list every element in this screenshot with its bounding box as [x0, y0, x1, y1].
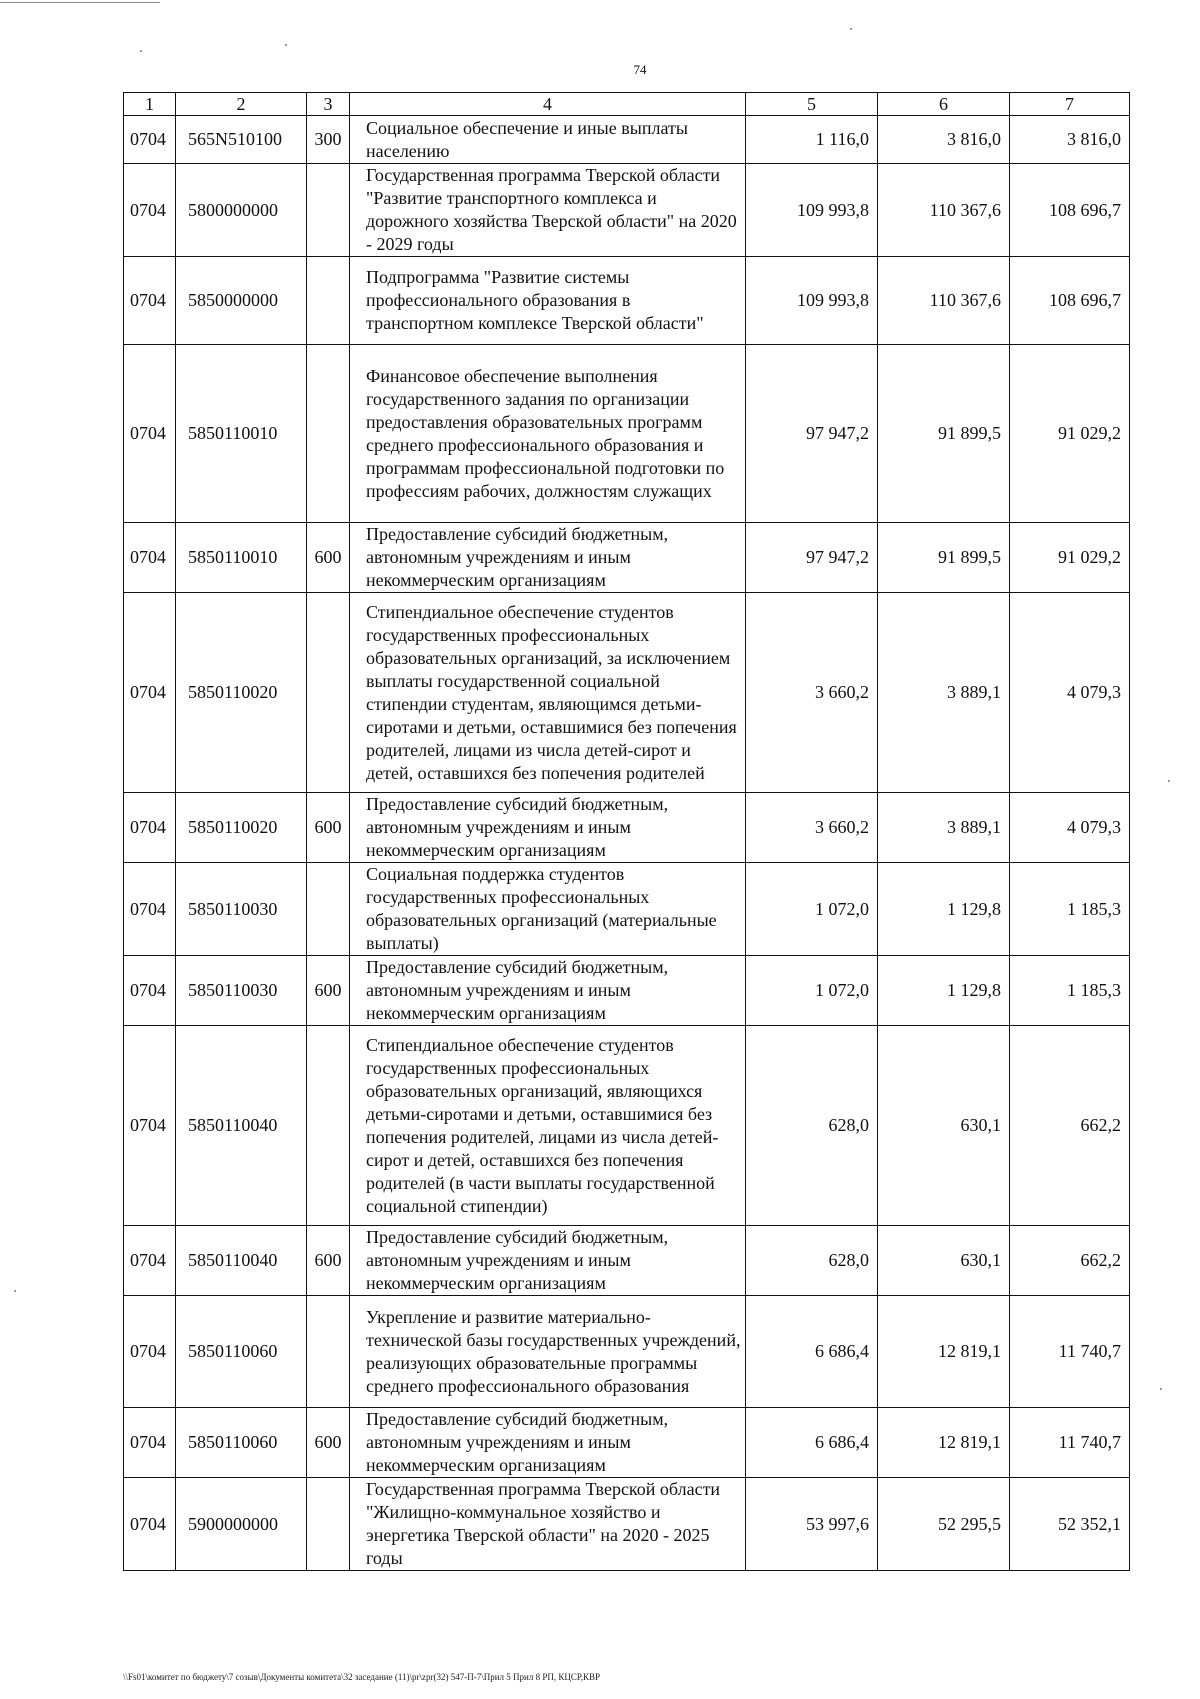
scan-speck: [285, 44, 287, 46]
amount-col7-cell: 4 079,3: [1010, 793, 1130, 863]
section-code-cell: 0704: [124, 257, 176, 345]
amount-col7-cell: 662,2: [1010, 1226, 1130, 1296]
page-number: 74: [633, 62, 647, 77]
scan-speck: [1160, 1388, 1162, 1390]
scan-speck: [140, 50, 142, 52]
section-code-cell: 0704: [124, 1226, 176, 1296]
description-cell: Подпрограмма "Развитие системы профессионального образования в транспортном комплексе Тверской области": [350, 257, 746, 345]
target-article-cell: 5800000000: [176, 164, 307, 257]
description-cell: Предоставление субсидий бюджетным, автономным учреждениям и иным некоммерческим организациям: [350, 1226, 746, 1296]
description-cell: Предоставление субсидий бюджетным, автономным учреждениям и иным некоммерческим организациям: [350, 793, 746, 863]
section-code-cell: 0704: [124, 345, 176, 523]
table-row: [124, 523, 1130, 593]
amount-col5-cell: 3 660,2: [746, 593, 878, 793]
budget-table-container: [123, 92, 1129, 1571]
amount-col6-cell: 3 816,0: [878, 116, 1010, 164]
amount-col5-cell: 1 072,0: [746, 863, 878, 956]
section-code-cell: 0704: [124, 1026, 176, 1226]
amount-col7-cell: 3 816,0: [1010, 116, 1130, 164]
table-row: [124, 863, 1130, 956]
amount-col7-cell: 662,2: [1010, 1026, 1130, 1226]
expense-type-cell: [307, 863, 350, 956]
section-code-cell: 0704: [124, 593, 176, 793]
amount-col6-cell: 1 129,8: [878, 956, 1010, 1026]
description-cell: Предоставление субсидий бюджетным, автономным учреждениям и иным некоммерческим организациям: [350, 523, 746, 593]
target-article-cell: 5850110060: [176, 1408, 307, 1478]
target-article-cell: 5850110060: [176, 1296, 307, 1408]
target-article-cell: 5850110010: [176, 345, 307, 523]
target-article-cell: 5850110020: [176, 593, 307, 793]
table-row: [124, 164, 1130, 257]
amount-col7-cell: 1 185,3: [1010, 956, 1130, 1026]
amount-col6-cell: 52 295,5: [878, 1478, 1010, 1571]
expense-type-cell: [307, 164, 350, 257]
target-article-cell: 5850110030: [176, 956, 307, 1026]
column-header-4: 4: [350, 93, 746, 116]
section-code-cell: 0704: [124, 164, 176, 257]
expense-type-cell: 600: [307, 523, 350, 593]
amount-col6-cell: 110 367,6: [878, 164, 1010, 257]
expense-type-cell: 600: [307, 1226, 350, 1296]
target-article-cell: 5850110040: [176, 1026, 307, 1226]
description-cell: Социальное обеспечение и иные выплаты населению: [350, 116, 746, 164]
amount-col6-cell: 91 899,5: [878, 345, 1010, 523]
section-code-cell: 0704: [124, 1478, 176, 1571]
table-row: [124, 1226, 1130, 1296]
column-header-6: 6: [878, 93, 1010, 116]
table-row: [124, 116, 1130, 164]
table-row: [124, 257, 1130, 345]
amount-col6-cell: 110 367,6: [878, 257, 1010, 345]
expense-type-cell: 300: [307, 116, 350, 164]
amount-col6-cell: 91 899,5: [878, 523, 1010, 593]
target-article-cell: 5850110030: [176, 863, 307, 956]
amount-col7-cell: 91 029,2: [1010, 523, 1130, 593]
table-row: [124, 345, 1130, 523]
amount-col7-cell: 4 079,3: [1010, 593, 1130, 793]
description-cell: Государственная программа Тверской области "Развитие транспортного комплекса и дорожного хозяйства Тверской области" на 2020 - 2029 годы: [350, 164, 746, 257]
section-code-cell: 0704: [124, 523, 176, 593]
scan-edge-line: [0, 2, 160, 3]
amount-col7-cell: 108 696,7: [1010, 257, 1130, 345]
target-article-cell: 5850000000: [176, 257, 307, 345]
table-row: [124, 1408, 1130, 1478]
column-header-7: 7: [1010, 93, 1130, 116]
table-row: [124, 1478, 1130, 1571]
amount-col7-cell: 1 185,3: [1010, 863, 1130, 956]
target-article-cell: 5850110020: [176, 793, 307, 863]
description-cell: Социальная поддержка студентов государственных профессиональных образовательных организаций (материальные выплаты): [350, 863, 746, 956]
column-header-3: 3: [307, 93, 350, 116]
amount-col7-cell: 108 696,7: [1010, 164, 1130, 257]
amount-col6-cell: 630,1: [878, 1026, 1010, 1226]
table-row: [124, 793, 1130, 863]
table-row: [124, 956, 1130, 1026]
amount-col5-cell: 53 997,6: [746, 1478, 878, 1571]
description-cell: Стипендиальное обеспечение студентов государственных профессиональных образовательных организаций, являющихся детьми-сиротами и детьми, оставшимися без попечения родителей, лицами из числа детей-сирот и детей, оставшихся без попечения родителей (в части выплаты государственной социальной стипендии): [350, 1026, 746, 1226]
header-row: [124, 93, 1130, 116]
table-body: [124, 116, 1130, 1571]
target-article-cell: 565N510100: [176, 116, 307, 164]
expense-type-cell: 600: [307, 1408, 350, 1478]
expense-type-cell: [307, 1026, 350, 1226]
expense-type-cell: 600: [307, 793, 350, 863]
file-path-footer: \\Fs01\комитет по бюджету\7 созыв\Документы комитета\32 заседание (11)\pr\zpr(32) 547-П-7\Прил 5 Прил 8 РП, КЦСР,КВР: [123, 1672, 600, 1682]
amount-col5-cell: 97 947,2: [746, 345, 878, 523]
amount-col6-cell: 1 129,8: [878, 863, 1010, 956]
description-cell: Предоставление субсидий бюджетным, автономным учреждениям и иным некоммерческим организациям: [350, 956, 746, 1026]
description-cell: Финансовое обеспечение выполнения государственного задания по организации предоставления образовательных программ среднего профессионального образования и программам профессиональной подготовки по профессиям рабочих, должностям служащих: [350, 345, 746, 523]
amount-col5-cell: 97 947,2: [746, 523, 878, 593]
target-article-cell: 5850110010: [176, 523, 307, 593]
amount-col6-cell: 12 819,1: [878, 1408, 1010, 1478]
expense-type-cell: 600: [307, 956, 350, 1026]
amount-col5-cell: 6 686,4: [746, 1408, 878, 1478]
amount-col7-cell: 11 740,7: [1010, 1408, 1130, 1478]
column-header-1: 1: [124, 93, 176, 116]
expense-type-cell: [307, 257, 350, 345]
description-cell: Стипендиальное обеспечение студентов государственных профессиональных образовательных организаций, за исключением выплаты государственной социальной стипендии студентам, являющимся детьми-сиротами и детьми, оставшимися без попечения родителей, лицами из числа детей-сирот и детей, оставшихся без попечения родителей: [350, 593, 746, 793]
table-row: [124, 1026, 1130, 1226]
expense-type-cell: [307, 1478, 350, 1571]
section-code-cell: 0704: [124, 793, 176, 863]
amount-col5-cell: 3 660,2: [746, 793, 878, 863]
amount-col6-cell: 3 889,1: [878, 793, 1010, 863]
amount-col5-cell: 628,0: [746, 1026, 878, 1226]
description-cell: Предоставление субсидий бюджетным, автономным учреждениям и иным некоммерческим организациям: [350, 1408, 746, 1478]
description-cell: Укрепление и развитие материально-технической базы государственных учреждений, реализующих образовательные программы среднего профессионального образования: [350, 1296, 746, 1408]
section-code-cell: 0704: [124, 863, 176, 956]
amount-col6-cell: 3 889,1: [878, 593, 1010, 793]
description-cell: Государственная программа Тверской области "Жилищно-коммунальное хозяйство и энергетика Тверской области" на 2020 - 2025 годы: [350, 1478, 746, 1571]
amount-col5-cell: 628,0: [746, 1226, 878, 1296]
section-code-cell: 0704: [124, 956, 176, 1026]
section-code-cell: 0704: [124, 116, 176, 164]
table-row: [124, 593, 1130, 793]
column-header-2: 2: [176, 93, 307, 116]
amount-col5-cell: 6 686,4: [746, 1296, 878, 1408]
target-article-cell: 5900000000: [176, 1478, 307, 1571]
amount-col5-cell: 1 072,0: [746, 956, 878, 1026]
amount-col7-cell: 11 740,7: [1010, 1296, 1130, 1408]
amount-col6-cell: 630,1: [878, 1226, 1010, 1296]
table-row: [124, 1296, 1130, 1408]
expense-type-cell: [307, 1296, 350, 1408]
amount-col5-cell: 109 993,8: [746, 257, 878, 345]
target-article-cell: 5850110040: [176, 1226, 307, 1296]
amount-col5-cell: 109 993,8: [746, 164, 878, 257]
scan-speck: [1168, 780, 1170, 782]
amount-col7-cell: 52 352,1: [1010, 1478, 1130, 1571]
amount-col6-cell: 12 819,1: [878, 1296, 1010, 1408]
amount-col7-cell: 91 029,2: [1010, 345, 1130, 523]
section-code-cell: 0704: [124, 1408, 176, 1478]
section-code-cell: 0704: [124, 1296, 176, 1408]
budget-table: [123, 92, 1130, 1571]
scan-speck: [850, 28, 852, 30]
amount-col5-cell: 1 116,0: [746, 116, 878, 164]
expense-type-cell: [307, 345, 350, 523]
scan-speck: [14, 1290, 16, 1292]
expense-type-cell: [307, 593, 350, 793]
column-header-5: 5: [746, 93, 878, 116]
